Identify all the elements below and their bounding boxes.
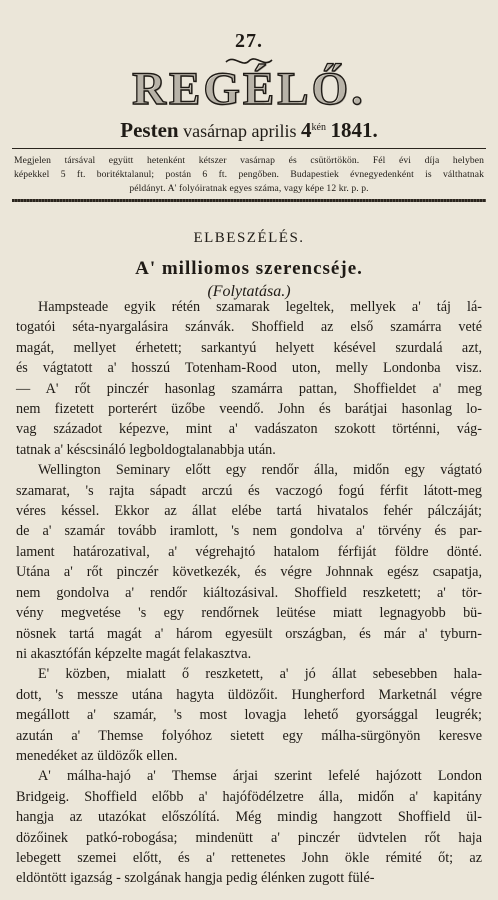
dateline-day: 4 (301, 118, 312, 142)
story-line: — A' rőt pinczér hasonlag szamárra pattan, Shoffieldet a' meg (16, 380, 482, 397)
subscription-notice (14, 154, 484, 196)
story-body (16, 297, 482, 889)
story-line: lebegett szemei előtt, és a' rettenetes John ökle rémité őt; az (16, 849, 482, 866)
story-line: és vágtatott a' hosszú Totenham-Rood uton, melly Londonba visz. (16, 360, 482, 377)
story-line: ni akasztófán képzelte magát felakasztva. (16, 645, 252, 662)
story-line: nösnek tartá magát a' három egyesült országban, és már a' tyburn- (16, 625, 482, 642)
story-line: lament határozatival, a' végrehajtó hatalom férfiját földre dönté. (16, 543, 482, 560)
dateline-weekday-month: vasárnap aprilis (183, 121, 297, 141)
story-paragraph (16, 766, 482, 888)
story-line: véres késsel. Ekkor az állat elébe tartá hivatalos fehér pálczáját; (16, 503, 482, 520)
dateline-city: Pesten (120, 118, 179, 142)
masthead-title: REGÉLŐ. (132, 63, 366, 115)
continued-note: (Folytatása.) (207, 283, 291, 300)
section-divider (12, 199, 486, 202)
story-line: Wellington Seminary előtt egy rendőr álla, midőn egy vágtató (38, 462, 482, 479)
notice-line: képekkel 5 ft. boritéktalanul; postán 6 ft. pengőben. Budapestiek évnegyedenként is válthatnak (14, 169, 484, 180)
story-title: A' milliomos szerencséje. (135, 258, 363, 279)
story-line: de a' szamár tovább iramlott, 's nem gondolva a' törvény és par- (16, 523, 482, 540)
story-line: togatói séta-nyargalásira szánvák. Shoffield az első szamárra veté (16, 319, 482, 336)
story-line: eldöntött igazság - szolgának hangja pedig élénken zugott fülé- (16, 870, 375, 887)
story-line: magát, mellyet érhetett; sarkantyú helyett késével szurdalá azt, (16, 339, 482, 356)
story-line: azután a' Themse folyóhoz sietett egy málha-sürgönyön keresve (16, 727, 482, 744)
notice-line: Megjelen társával együtt hetenként kétszer vasárnap és csütörtökön. Fél évi díja helyben (14, 155, 484, 166)
header-divider (12, 148, 486, 149)
dateline (0, 118, 498, 143)
story-paragraph (16, 460, 482, 664)
story-paragraph (16, 664, 482, 766)
notice-line: példányt. A' folyóiratnak egyes száma, vagy képe 12 kr. p. p. (129, 183, 369, 194)
story-line: menedéket az üldözők ellen. (16, 747, 178, 764)
story-line: hangja az utazókat előszólítá. Még mindig hangzott Shoffield ül- (16, 809, 482, 826)
story-line: Bridgeig. Shoffield előbb a' hajófödélzetre álla, midőn a' kapitány (16, 788, 482, 805)
story-line: nem gondolva a' rendőr kiáltozásival. Shoffield reszketett; a' tör- (16, 584, 482, 601)
story-line: dott, 's messze utána hagyta üldözőit. Hungherford Marketnál végre (16, 686, 482, 703)
story-line: Utána a' rőt pinczér következék, és végre Johnnak egész csapatja, (16, 564, 482, 581)
story-line: Hampsteade egyik rétén szamarak legeltek, mellyek a' táj lá- (38, 299, 482, 315)
dateline-day-suffix: kén (311, 122, 326, 133)
dateline-year: 1841. (330, 118, 378, 142)
story-line: vag századot képezve, mint a' vadászaton szokott történni, vág- (16, 421, 482, 438)
story-line: dözőinek patkó-robogása; mindenütt a' pinczér üdvtelen rőt haja (16, 829, 482, 846)
story-line: nem fizetett porterért üzőbe veendő. John és barátjai hasonlag lo- (16, 401, 482, 418)
story-line: tatnak a' késcsináló legboldogtalanabbja után. (16, 441, 276, 458)
story-line: E' közben, mialatt ő reszketett, a' jó állat sebesebben hala- (38, 666, 482, 683)
story-line: megállott a' szamár, 's most lovagja lehető gyorsággal leugrék; (16, 707, 482, 724)
story-line: vény megvetése 's egy rendőrnek leütése miatt legnagyobb bü- (16, 605, 482, 622)
issue-number: 27. (235, 30, 263, 52)
story-line: szamarat, 's rajta sápadt arczú és vaczogó fogú férfit látott-meg (16, 482, 482, 499)
story-line: A' málha-hajó a' Themse árjai szerint lefelé hajózott London (38, 768, 482, 785)
section-heading: ELBESZÉLÉS. (193, 230, 305, 246)
story-paragraph (16, 297, 482, 460)
